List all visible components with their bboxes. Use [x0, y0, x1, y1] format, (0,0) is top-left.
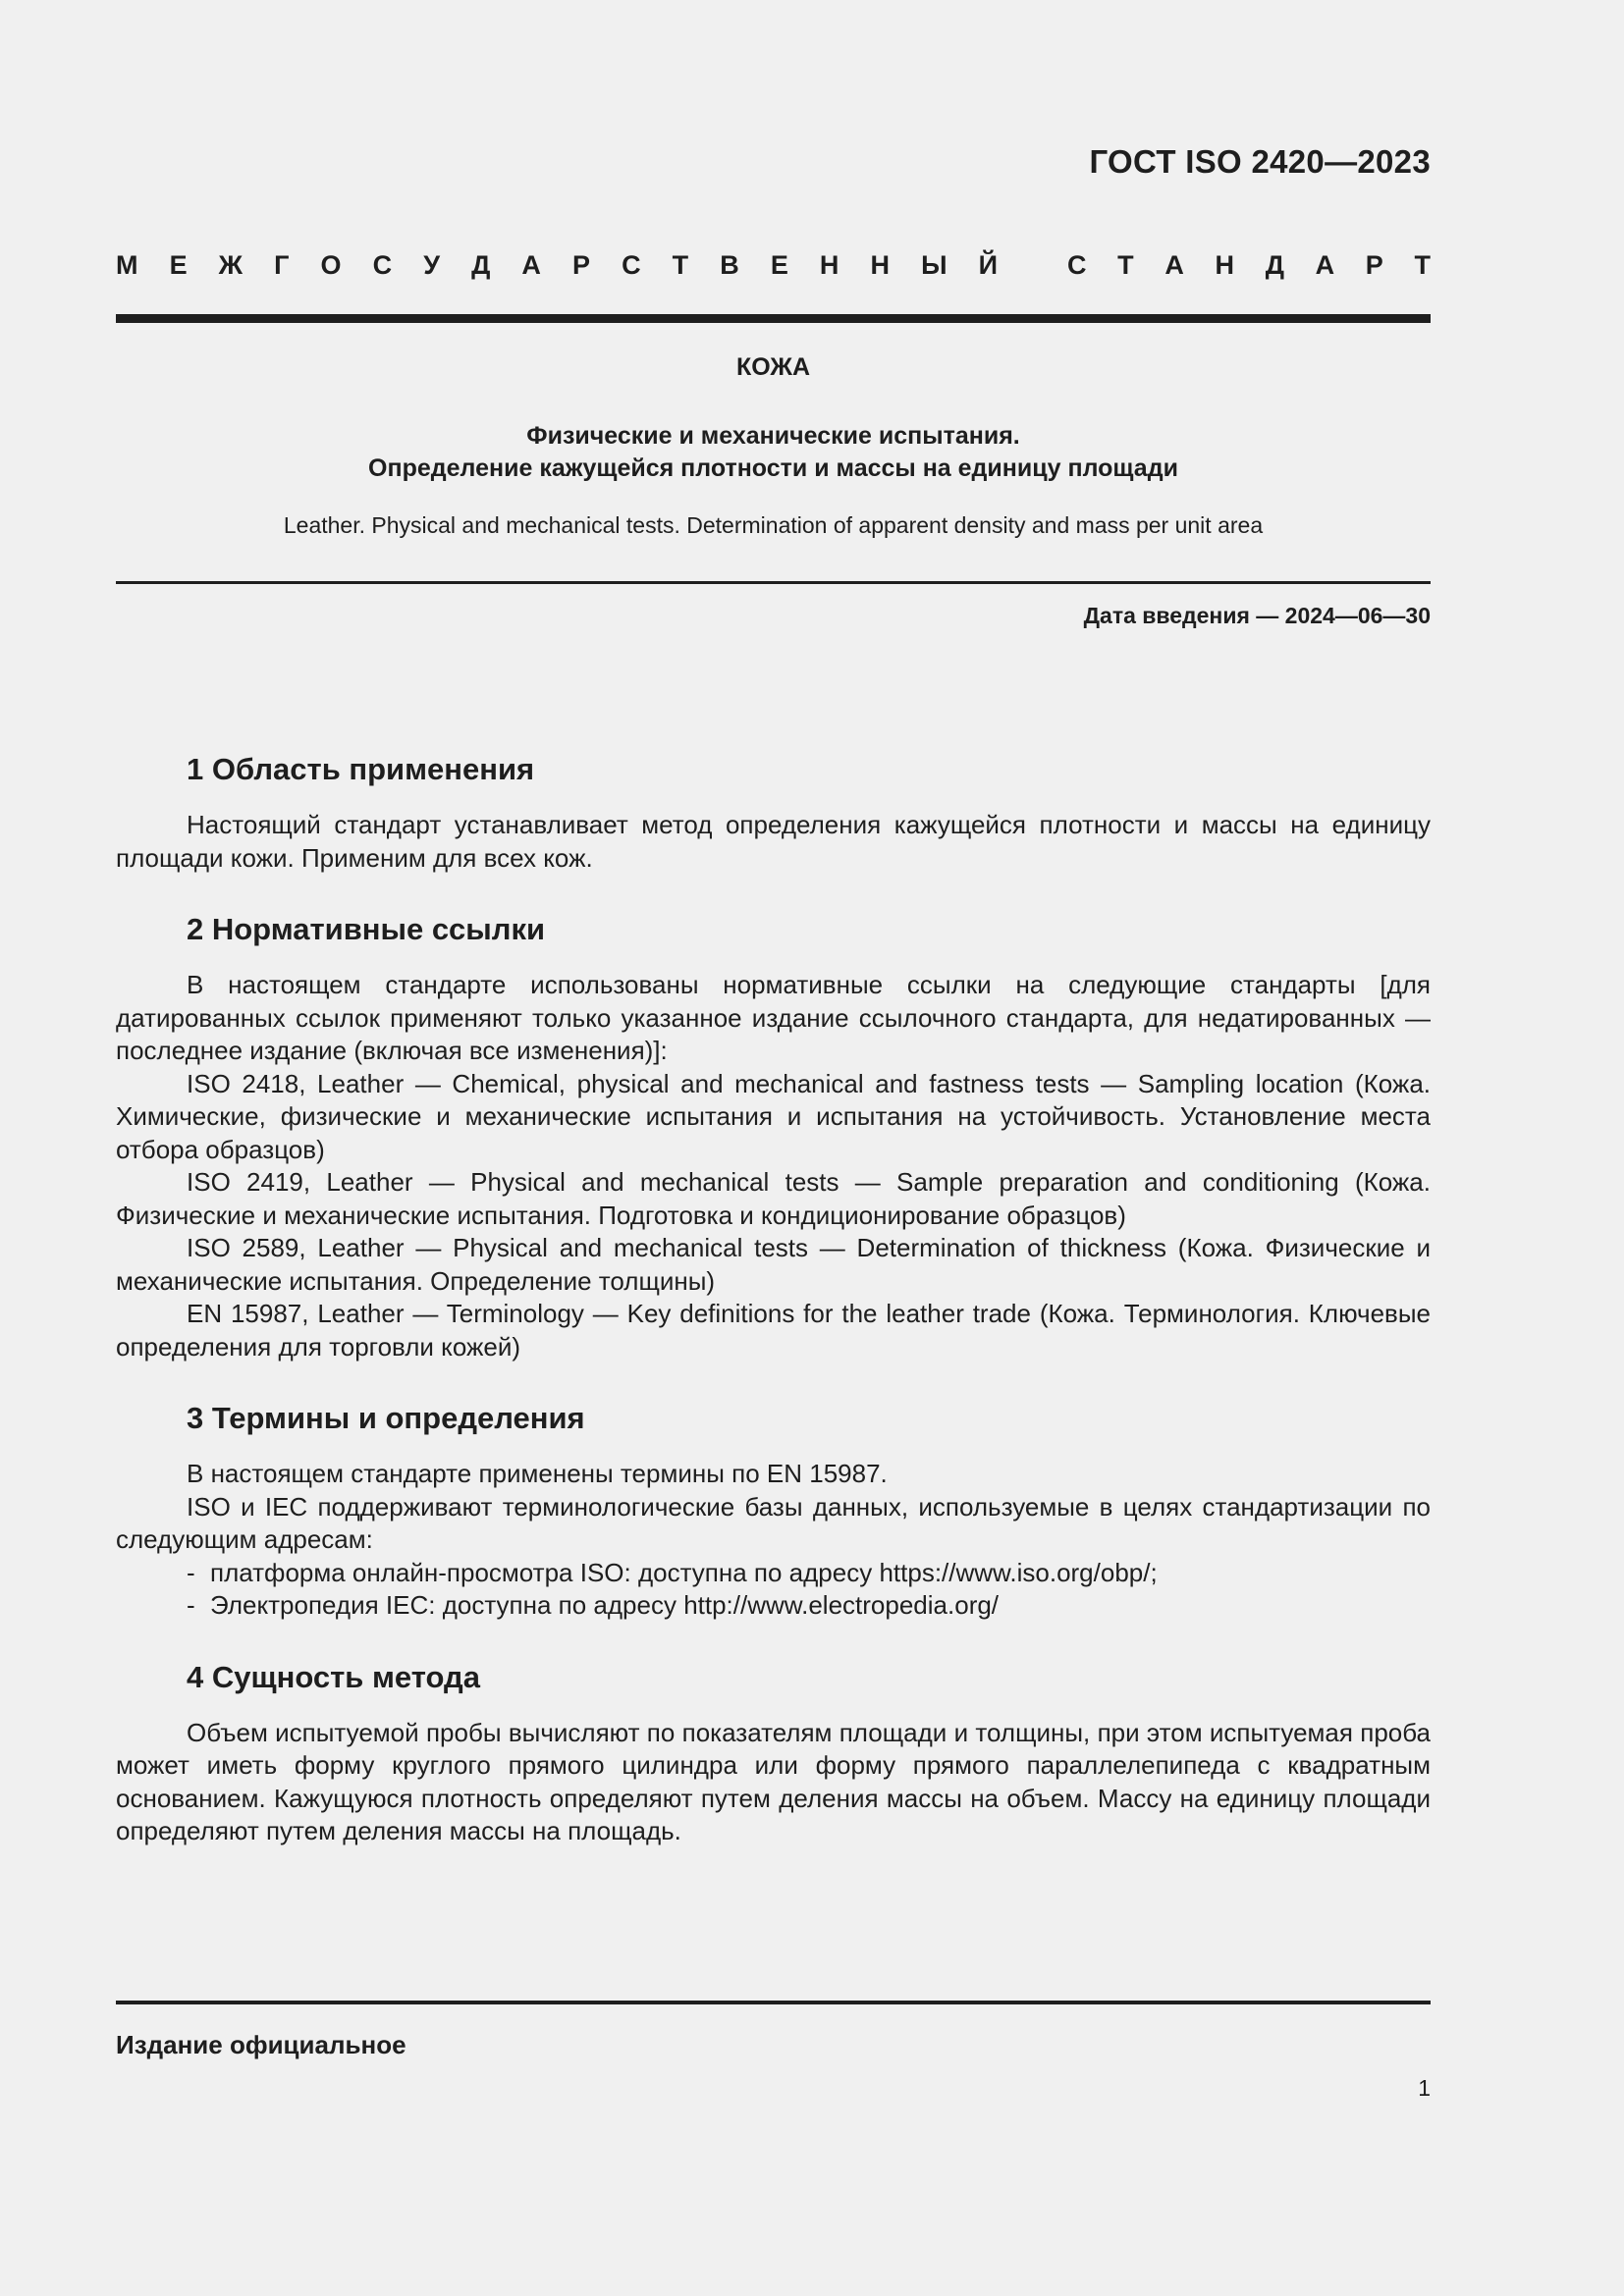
- banner-letter: У: [423, 250, 441, 280]
- section-normative-references: [116, 910, 1431, 1363]
- official-edition-label: Издание официальное: [116, 2030, 406, 2059]
- list-dash: -: [187, 1557, 195, 1587]
- section-heading: 1 Область применения: [187, 752, 535, 786]
- paragraph: В настоящем стандарте использованы нормативные ссылки на следующие стандарты [для датированных ссылок применяют только указанное издание ссылочного стандарта, для недатированных — последнее издание (включая все изменения)]:: [116, 970, 1431, 1065]
- header-thick-rule: [116, 314, 1431, 323]
- banner-letter: Р: [1365, 250, 1383, 280]
- document-title: КОЖА: [735, 353, 811, 381]
- banner-letter: Й: [978, 250, 998, 280]
- footer-rule: [116, 2001, 1431, 2004]
- list-dash: -: [187, 1590, 195, 1620]
- banner-letter: М: [116, 250, 138, 280]
- section-scope: [116, 750, 1431, 875]
- subtitle-line-1: Физические и механические испытания.: [526, 422, 1020, 450]
- banner-letter: Ы: [921, 250, 947, 280]
- list-item: [116, 1557, 1431, 1590]
- paragraph: Объем испытуемой пробы вычисляют по показателям площади и толщины, при этом испытуемая проба может иметь форму круглого прямого цилиндра или форму прямого параллелепипеда с квадратным основанием. Кажущуюся плотность определяют путем деления массы на объем. Массу на единицу площади определяют путем деления массы на площадь.: [116, 1717, 1431, 1845]
- paragraph: ISO и IEC поддерживают терминологические базы данных, используемые в целях стандартизации по следующим адресам:: [116, 1491, 1431, 1554]
- banner-letter: С: [622, 250, 641, 280]
- section-heading: 4 Сущность метода: [187, 1659, 480, 1694]
- title-rule: [116, 581, 1431, 584]
- page-number: 1: [1418, 2075, 1431, 2101]
- reference-item: EN 15987, Leather — Terminology — Key definitions for the leather trade (Кожа. Терминология. Ключевые определения для торговли кожей): [116, 1299, 1431, 1362]
- banner-letter: О: [320, 250, 342, 280]
- banner-letter: А: [521, 250, 541, 280]
- banner-letter: Д: [471, 250, 491, 280]
- banner-letter: Р: [572, 250, 591, 280]
- list-item: [116, 1589, 1431, 1623]
- banner-letter: В: [720, 250, 739, 280]
- banner-letter: Т: [1117, 250, 1134, 280]
- banner-letter: Н: [1215, 250, 1235, 280]
- subtitle-line-2: Определение кажущейся плотности и массы на единицу площади: [368, 454, 1178, 482]
- document-page: [116, 0, 1431, 2296]
- banner-letter: Т: [672, 250, 689, 280]
- banner-letter: Т: [1414, 250, 1431, 280]
- banner-letter: Д: [1265, 250, 1284, 280]
- banner-letter: Ж: [218, 250, 244, 280]
- banner-letter: А: [1315, 250, 1335, 280]
- reference-item: ISO 2418, Leather — Chemical, physical and mechanical and fastness tests — Sampling location (Кожа. Химические, физические и механические испытания и испытания на устойчивость. Установление места отбора образцов): [116, 1068, 1431, 1164]
- reference-item: ISO 2419, Leather — Physical and mechanical tests — Sample preparation and conditioning (Кожа. Физические и механические испытания. Подготовка и кондиционирование образцов): [116, 1167, 1431, 1230]
- introduction-date: Дата введения — 2024—06—30: [1083, 603, 1431, 628]
- banner-letter: Г: [274, 250, 290, 280]
- document-body: [116, 750, 1431, 1884]
- section-method-essence: [116, 1658, 1431, 1848]
- banner-letter: С: [372, 250, 393, 280]
- banner-word-interstate: [116, 250, 998, 281]
- banner-letter: С: [1067, 250, 1087, 280]
- reference-item: ISO 2589, Leather — Physical and mechanical tests — Determination of thickness (Кожа. Физические и механические испытания. Определение толщины): [116, 1233, 1431, 1296]
- standard-code: ГОСТ ISO 2420—2023: [1089, 143, 1431, 180]
- banner-letter: Н: [870, 250, 890, 280]
- banner-letter: Е: [770, 250, 788, 280]
- banner-word-standard: [1067, 250, 1431, 281]
- english-title: Leather. Physical and mechanical tests. Determination of apparent density and mass per unit area: [283, 512, 1264, 538]
- banner-letter: Н: [819, 250, 839, 280]
- list-item-text: платформа онлайн-просмотра ISO: доступна по адресу https://www.iso.org/obp/;: [210, 1557, 1158, 1587]
- interstate-standard-banner: [116, 250, 1431, 281]
- list-item-text: Электропедия IEC: доступна по адресу http://www.electropedia.org/: [210, 1590, 1000, 1620]
- paragraph: Настоящий стандарт устанавливает метод определения кажущейся плотности и массы на единицу площади кожи. Применим для всех кож.: [116, 810, 1431, 873]
- banner-letter: Е: [169, 250, 188, 280]
- section-heading: 2 Нормативные ссылки: [187, 912, 546, 946]
- paragraph: В настоящем стандарте применены термины по EN 15987.: [187, 1459, 888, 1488]
- section-terms-definitions: [116, 1399, 1431, 1623]
- section-heading: 3 Термины и определения: [187, 1401, 585, 1435]
- banner-letter: А: [1164, 250, 1184, 280]
- document-subtitle: [116, 420, 1431, 485]
